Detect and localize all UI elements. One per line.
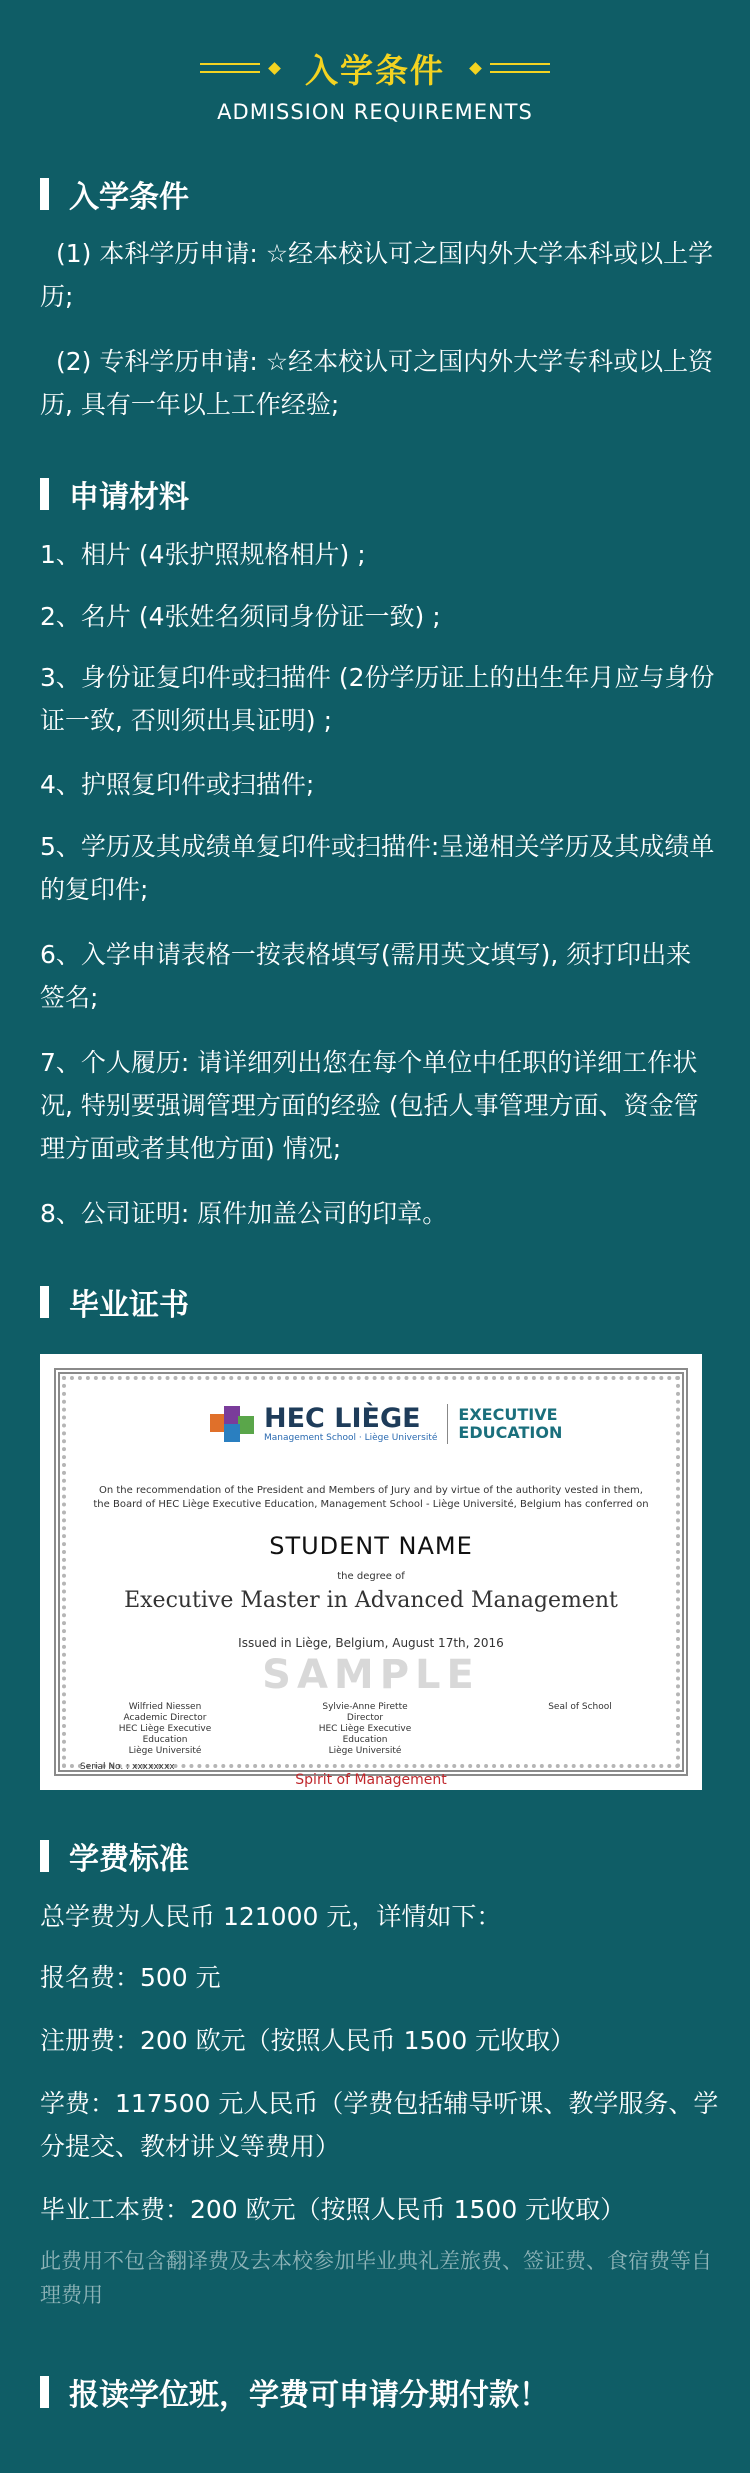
section-bar [40,1840,49,1872]
material-item-6: 6、入学申请表格一按表格填写(需用英文填写), 须打印出来签名; [40,940,692,1012]
section-title-text: 入学条件 [69,180,189,215]
page-subtitle: ADMISSION REQUIREMENTS [217,100,533,124]
section-title-certificate [40,1280,189,1324]
fee-note: 此费用不包含翻译费及去本校参加毕业典礼差旅费、签证费、食宿费等自理费用 [40,2249,712,2307]
certificate-image [40,1354,702,1790]
material-item-1: 1、相片 (4张护照规格相片) ; [40,540,366,569]
material-item-4: 4、护照复印件或扫描件; [40,770,315,799]
left-ornament [200,63,289,73]
section-title-text: 申请材料 [69,480,189,515]
material-item-7: 7、个人履历: 请详细列出您在每个单位中任职的详细工作状况, 特别要强调管理方面的经验 (包括人事管理方面、资金管理方面或者其他方面) 情况; [40,1048,699,1163]
fee-registration-apply: 报名费：500 元 [40,1963,221,1992]
hec-logo [210,1404,562,1444]
section-bar [40,178,49,210]
right-ornament [461,63,550,73]
material-item-5: 5、学历及其成绩单复印件或扫描件:呈递相关学历及其成绩单的复印件; [40,832,715,904]
section-title-admission [40,172,189,216]
fee-tuition: 学费：117500 元人民币（学费包括辅导听课、教学服务、学分提交、教材讲义等费用） [40,2089,719,2161]
cert-serial: Serial No. : xxxxxxxx [80,1762,175,1772]
section-title-text: 毕业证书 [69,1288,189,1323]
section-title-text: 报读学位班，学费可申请分期付款！ [69,2378,549,2413]
page-title: 入学条件 [305,50,445,90]
section-bar [40,1286,49,1318]
logo-exec-1: EXECUTIVE [458,1405,558,1424]
logo-tag: Management School · Liège Université [264,1433,438,1443]
material-item-8: 8、公司证明: 原件加盖公司的印章。 [40,1199,448,1228]
admission-item-2: (2) 专科学历申请: ☆经本校认可之国内外大学专科或以上资历, 具有一年以上工作经验; [40,347,714,419]
cert-signature-1: Wilfried Niessen Academic Director HEC Liège Executive Education Liège Université [118,1702,212,1756]
section-title-installment [40,2370,549,2414]
cert-intro-1: On the recommendation of the President and Members of Jury and by virtue of the authority vested in them, [99,1485,643,1496]
cert-student-name: STUDENT NAME [269,1532,473,1560]
cert-seal: Seal of School [548,1702,612,1712]
fee-registration: 注册费：200 欧元（按照人民币 1500 元收取） [40,2026,576,2055]
section-bar [40,478,49,510]
logo-name: HEC LIÈGE [264,1403,421,1434]
cert-degree-of: the degree of [337,1571,405,1582]
section-bar [40,2376,49,2408]
section-title-materials [40,472,189,516]
section-title-fees [40,1834,189,1878]
cert-sample-watermark: SAMPLE [262,1652,480,1698]
section-title-text: 学费标准 [69,1842,189,1877]
fee-graduation: 毕业工本费：200 欧元（按照人民币 1500 元收取） [40,2195,626,2224]
material-item-2: 2、名片 (4张姓名须同身份证一致) ; [40,602,441,631]
cert-signature-2: Sylvie-Anne Pirette Director HEC Liège Executive Education Liège Université [318,1702,412,1756]
cert-intro-2: the Board of HEC Liège Executive Education, Management School - Liège Université, Belgium has conferred on [93,1499,649,1510]
cert-degree: Executive Master in Advanced Management [124,1588,618,1613]
logo-blocks-icon [210,1404,256,1444]
cert-spirit: Spirit of Management [295,1772,447,1788]
page-header [0,38,750,124]
fee-total: 总学费为人民币 121000 元，详情如下： [40,1902,502,1931]
material-item-3: 3、身份证复印件或扫描件 (2份学历证上的出生年月应与身份证一致, 否则须出具证明) ; [40,663,715,735]
logo-exec-2: EDUCATION [458,1423,563,1442]
certificate-frame [54,1368,688,1788]
cert-issued: Issued in Liège, Belgium, August 17th, 2016 [238,1636,504,1650]
admission-item-1: (1) 本科学历申请: ☆经本校认可之国内外大学本科或以上学历; [40,239,714,311]
